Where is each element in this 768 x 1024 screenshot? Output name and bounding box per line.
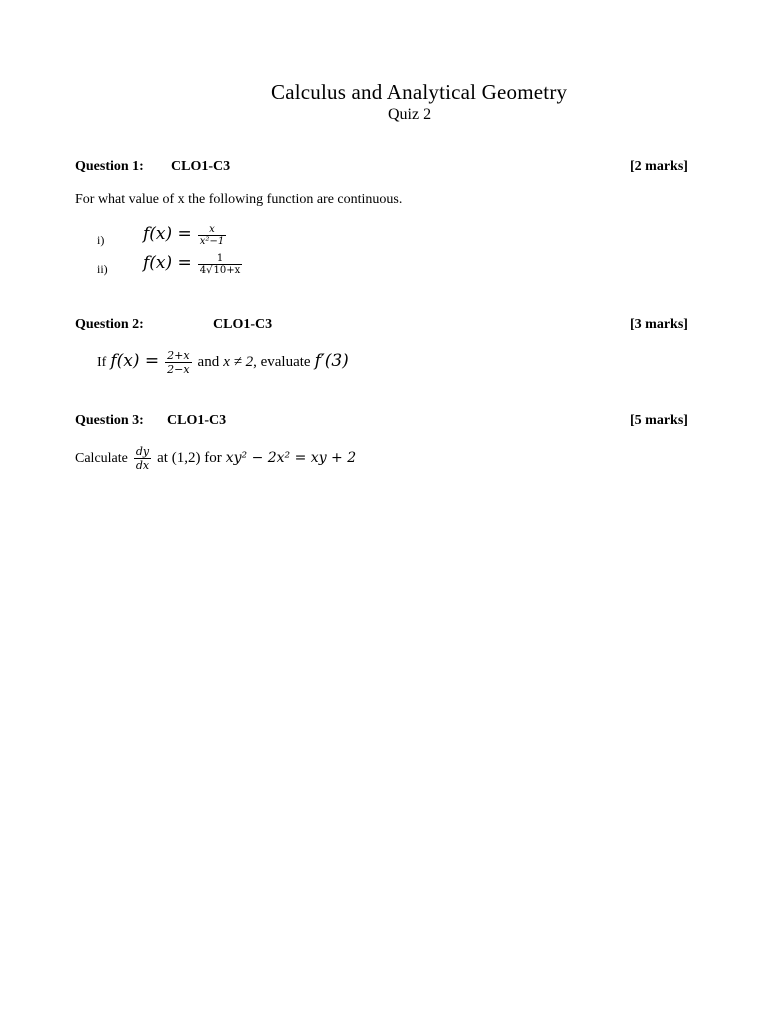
fraction: [165, 349, 191, 376]
numerator: 1: [216, 253, 224, 264]
question-3-clo: CLO1-C3: [167, 413, 227, 428]
question-2-and: and: [197, 354, 220, 371]
question-1-prompt: For what value of x the following function are continuous.: [75, 192, 403, 207]
question-1-part-i-marker: i): [97, 233, 105, 247]
radicand: 10+x: [213, 265, 241, 276]
function-lhs: f(x) =: [143, 253, 192, 274]
function-lhs: f(x) =: [143, 224, 192, 245]
question-2-label: Question 2:: [75, 317, 144, 332]
question-2-clo: CLO1-C3: [213, 317, 273, 332]
question-1-part-ii-marker: ii): [97, 262, 108, 276]
denominator: x²−1: [199, 236, 225, 247]
question-2-evaluate: , evaluate: [253, 354, 311, 371]
question-3-marks: [5 marks]: [630, 413, 688, 428]
question-2-lead: If: [97, 355, 107, 371]
page-title: Calculus and Analytical Geometry: [271, 80, 568, 104]
derivative-fraction: [134, 445, 151, 472]
numerator: 2+x: [167, 349, 190, 362]
question-2-statement: [97, 349, 349, 376]
question-3-at-text: at (1,2) for: [157, 450, 222, 467]
fraction: [198, 253, 242, 276]
denominator: dx: [135, 459, 150, 472]
question-1-marks: [2 marks]: [630, 159, 688, 174]
denominator: [198, 264, 242, 276]
question-2-marks: [3 marks]: [630, 317, 688, 332]
denominator: 2−x: [167, 363, 190, 376]
question-3-label: Question 3:: [75, 413, 144, 428]
question-3-lead: Calculate: [75, 451, 128, 467]
question-3-equation: xy² − 2x² = xy + 2: [225, 450, 357, 467]
question-1-part-ii-formula: [143, 253, 244, 276]
question-1-label: Question 1:: [75, 159, 144, 174]
function-lhs: f(x) =: [110, 351, 160, 372]
radical-prefix: 4√: [199, 265, 213, 276]
question-3-statement: [75, 445, 356, 472]
fraction: [198, 224, 226, 247]
question-2-condition: x ≠ 2: [223, 354, 254, 371]
question-2-target: f′(3): [314, 351, 349, 372]
question-1-part-i-formula: [143, 224, 228, 247]
question-1-clo: CLO1-C3: [171, 159, 231, 174]
numerator: x: [209, 224, 215, 235]
page-subtitle: Quiz 2: [388, 106, 432, 123]
numerator: dy: [135, 445, 150, 458]
